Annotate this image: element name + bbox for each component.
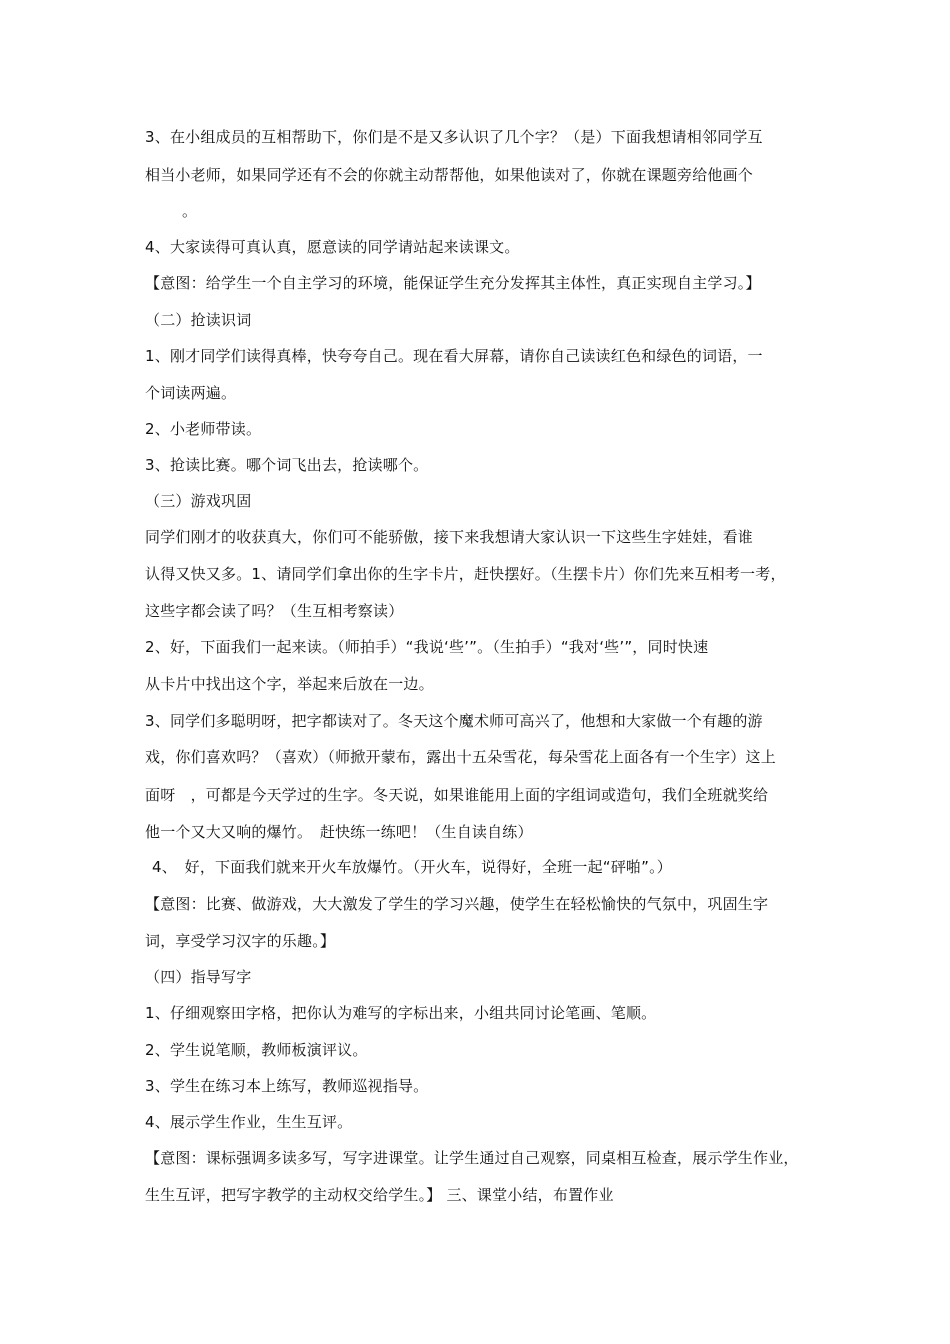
paragraph-line: 3、抢读比赛。哪个词飞出去，抢读哪个。	[145, 456, 429, 474]
paragraph-line: 3、同学们多聪明呀，把字都读对了。冬天这个魔术师可高兴了，他想和大家做一个有趣的游	[145, 712, 763, 730]
paragraph-line: 个词读两遍。	[145, 384, 237, 402]
intent-note: 【意图：课标强调多读多写，写字进课堂。让学生通过自己观察，同桌相互检查，展示学生作业，	[145, 1149, 799, 1167]
paragraph-line: 认得又快又多。1、请同学们拿出你的生字卡片，赶快摆好。（生摆卡片）你们先来互相考一考，	[145, 565, 786, 583]
intent-note: 词，享受学习汉字的乐趣。】	[145, 932, 336, 950]
paragraph-line: 2、学生说笔顺，教师板演评议。	[145, 1041, 368, 1059]
paragraph-line: 。	[182, 202, 198, 220]
intent-note: 【意图：比赛、做游戏，大大激发了学生的学习兴趣，使学生在轻松愉快的气氛中，巩固生字	[145, 895, 769, 913]
paragraph-line: 1、刚才同学们读得真棒，快夸夸自己。现在看大屏幕，请你自己读读红色和绿色的词语，一	[145, 347, 763, 365]
paragraph-line: 面呀 ，可都是今天学过的生字。冬天说，如果谁能用上面的字组词或造句，我们全班就奖给	[145, 786, 769, 804]
paragraph-line: 相当小老师，如果同学还有不会的你就主动帮帮他，如果他读对了，你就在课题旁给他画个	[145, 166, 754, 184]
paragraph-line: 2、小老师带读。	[145, 420, 262, 438]
intent-note: 生生互评，把写字教学的主动权交给学生。】 三、课堂小结，布置作业	[145, 1186, 614, 1204]
paragraph-line: 4、展示学生作业，生生互评。	[145, 1113, 353, 1131]
section-heading: （四）指导写字	[145, 968, 252, 986]
intent-note: 【意图：给学生一个自主学习的环境，能保证学生充分发挥其主体性，真正实现自主学习。】	[145, 274, 761, 292]
paragraph-line: 4、大家读得可真认真，愿意读的同学请站起来读课文。	[145, 238, 520, 256]
section-heading: （二）抢读识词	[145, 311, 252, 329]
paragraph-line: 3、在小组成员的互相帮助下，你们是不是又多认识了几个字？（是）下面我想请相邻同学互	[145, 128, 763, 146]
paragraph-line: 同学们刚才的收获真大，你们可不能骄傲，接下来我想请大家认识一下这些生字娃娃，看谁	[145, 528, 754, 546]
paragraph-line: 这些字都会读了吗？（生互相考察读）	[145, 602, 404, 620]
paragraph-line: 2、好，下面我们一起来读。（师拍手）“我说‘些’”。（生拍手）“我对‘些’”，同时快速	[145, 638, 709, 656]
paragraph-line: 3、学生在练习本上练写，教师巡视指导。	[145, 1077, 429, 1095]
paragraph-line: 戏，你们喜欢吗？（喜欢）（师掀开蒙布，露出十五朵雪花，每朵雪花上面各有一个生字）这上	[145, 748, 776, 766]
paragraph-line: 他一个又大又响的爆竹。 赶快练一练吧！（生自读自练）	[145, 823, 533, 841]
paragraph-line: 从卡片中找出这个字，举起来后放在一边。	[145, 675, 434, 693]
section-heading: （三）游戏巩固	[145, 492, 252, 510]
paragraph-line: 4、 好，下面我们就来开火车放爆竹。（开火车，说得好，全班一起“砰啪”。）	[152, 858, 672, 876]
paragraph-line: 1、仔细观察田字格，把你认为难写的字标出来，小组共同讨论笔画、笔顺。	[145, 1004, 657, 1022]
